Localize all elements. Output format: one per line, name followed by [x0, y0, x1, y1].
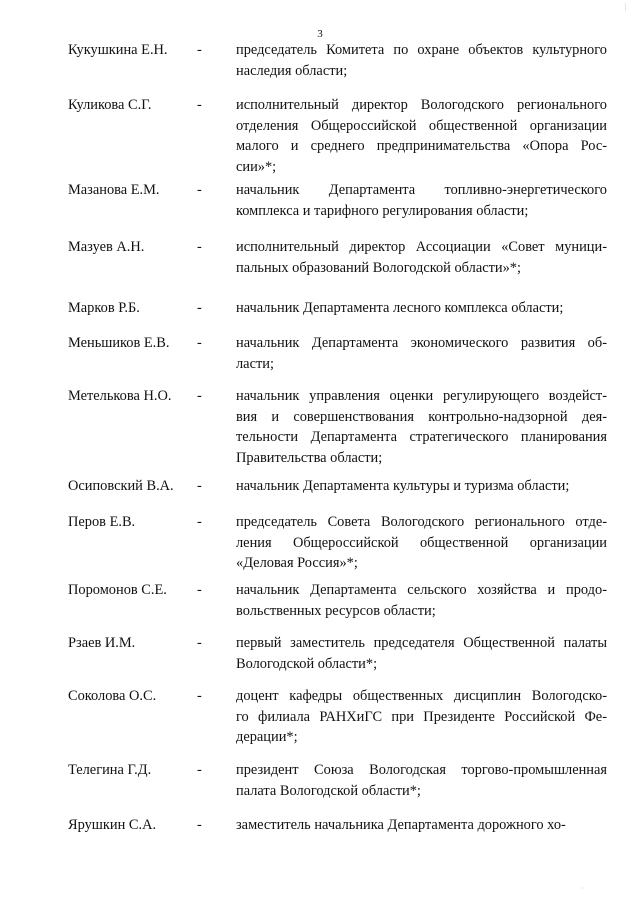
separator-dash: -: [197, 817, 202, 833]
member-position: [236, 580, 607, 621]
position-line: вольственных ресурсов области;: [236, 602, 436, 619]
position-line: Вологодской области*;: [236, 655, 378, 672]
member-name: Меньшиков Е.В.: [68, 335, 170, 351]
member-name: Метелькова Н.О.: [68, 388, 172, 404]
member-position: [236, 512, 607, 574]
separator-dash: -: [197, 635, 202, 651]
position-line: ления Общероссийской общественной организации: [236, 534, 607, 551]
member-name: Мазанова Е.М.: [68, 182, 160, 198]
position-line: отделения Общероссийской общественной организации: [236, 117, 607, 134]
page-number: 3: [317, 28, 323, 40]
separator-dash: -: [197, 182, 202, 198]
member-position: [236, 815, 607, 836]
member-position: [236, 333, 607, 374]
member-name: Телегина Г.Д.: [68, 762, 152, 778]
member-name: Осиповский В.А.: [68, 478, 174, 494]
position-line: комплекса и тарифного регулирования области;: [236, 202, 529, 219]
member-name: Рзаев И.М.: [68, 635, 136, 651]
position-line: начальник управления оценки регулирующего воздейст-: [236, 388, 607, 404]
member-name: Марков Р.Б.: [68, 300, 140, 316]
separator-dash: -: [197, 688, 202, 704]
separator-dash: -: [197, 300, 202, 316]
member-position: [236, 180, 607, 221]
position-line: тельности Департамента стратегического планирования: [236, 429, 607, 446]
member-name: Мазуев А.Н.: [68, 239, 145, 255]
separator-dash: -: [197, 762, 202, 778]
position-line: заместитель начальника Департамента дорожного хо-: [236, 817, 566, 833]
position-line: Правительства области;: [236, 449, 383, 466]
position-line: председатель Комитета по охране объектов культурного: [236, 42, 607, 58]
member-position: [236, 633, 607, 674]
position-line: ласти;: [236, 355, 274, 372]
separator-dash: -: [197, 97, 202, 113]
member-position: [236, 298, 607, 319]
member-position: [236, 686, 607, 748]
position-line: вия и совершенствования контрольно-надзорной дея-: [236, 408, 607, 425]
separator-dash: -: [197, 42, 202, 58]
member-name: Соколова О.С.: [68, 688, 157, 704]
member-position: [236, 95, 607, 177]
position-line: исполнительный директор Ассоциации «Совет муници-: [236, 239, 607, 255]
member-position: [236, 760, 607, 801]
member-name: Поромонов С.Е.: [68, 582, 167, 598]
position-line: го филиала РАНХиГС при Президенте Российской Фе-: [236, 708, 607, 725]
position-line: «Деловая Россия»*;: [236, 555, 358, 572]
member-name: Кукушкина Е.Н.: [68, 42, 168, 58]
position-line: исполнительный директор Вологодского регионального: [236, 97, 607, 113]
position-line: президент Союза Вологодская торгово-промышленная: [236, 762, 607, 778]
member-position: [236, 237, 607, 278]
member-name: Ярушкин С.А.: [68, 817, 157, 833]
position-line: дерации*;: [236, 729, 298, 746]
member-name: Куликова С.Г.: [68, 97, 152, 113]
position-line: начальник Департамента сельского хозяйства и продо-: [236, 582, 607, 598]
member-name: Перов Е.В.: [68, 514, 136, 530]
position-line: палата Вологодской области*;: [236, 782, 421, 799]
separator-dash: -: [197, 388, 202, 404]
scan-mark: |: [624, 2, 626, 11]
position-line: первый заместитель председателя Общественной палаты: [236, 635, 607, 651]
separator-dash: -: [197, 239, 202, 255]
position-line: сии»*;: [236, 158, 277, 175]
separator-dash: -: [197, 335, 202, 351]
position-line: начальник Департамента топливно-энергетического: [236, 182, 607, 198]
position-line: начальник Департамента экономического развития об-: [236, 335, 607, 351]
position-line: начальник Департамента культуры и туризма области;: [236, 478, 570, 494]
position-line: пальных образований Вологодской области»*;: [236, 259, 521, 276]
position-line: малого и среднего предпринимательства «Опора Рос-: [236, 138, 607, 155]
separator-dash: -: [197, 478, 202, 494]
member-position: [236, 386, 607, 468]
member-position: [236, 476, 607, 497]
member-position: [236, 40, 607, 81]
separator-dash: -: [197, 582, 202, 598]
position-line: доцент кафедры общественных дисциплин Вологодско-: [236, 688, 607, 704]
scan-mark: ·: [581, 884, 584, 893]
position-line: наследия области;: [236, 62, 348, 79]
separator-dash: -: [197, 514, 202, 530]
position-line: начальник Департамента лесного комплекса области;: [236, 300, 564, 316]
position-line: председатель Совета Вологодского регионального отде-: [236, 514, 607, 530]
